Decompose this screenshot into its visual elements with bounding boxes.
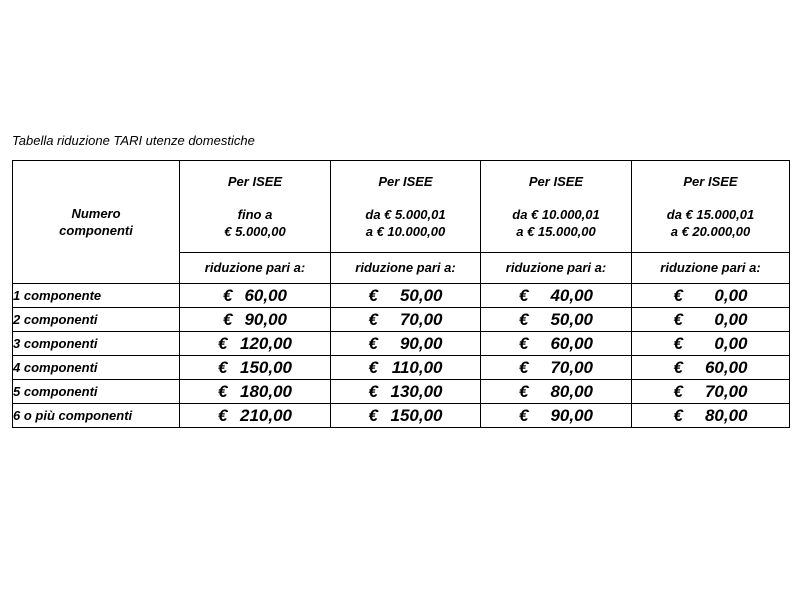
amount: 60,00 bbox=[704, 357, 748, 377]
reduction-value bbox=[331, 404, 481, 428]
euro-symbol: € bbox=[218, 357, 228, 377]
reduction-value bbox=[331, 284, 481, 308]
euro-symbol: € bbox=[673, 333, 683, 353]
euro-symbol: € bbox=[223, 285, 233, 305]
band-range-to: a € 20.000,00 bbox=[670, 224, 751, 239]
header-row-bands bbox=[13, 161, 790, 253]
amount: 90,00 bbox=[399, 333, 443, 353]
row-label: 5 componenti bbox=[13, 380, 180, 404]
euro-symbol: € bbox=[519, 333, 529, 353]
euro-symbol: € bbox=[673, 405, 683, 425]
header-reduction-label: riduzione pari a: bbox=[331, 252, 481, 283]
header-isee-band-3 bbox=[481, 161, 632, 253]
table-caption: Tabella riduzione TARI utenze domestiche bbox=[12, 133, 255, 148]
amount: 60,00 bbox=[244, 285, 287, 305]
reduction-value bbox=[331, 356, 481, 380]
table-row bbox=[13, 332, 790, 356]
euro-symbol: € bbox=[368, 333, 378, 353]
amount: 0,00 bbox=[714, 285, 748, 305]
reduction-value bbox=[632, 380, 790, 404]
reduction-value bbox=[180, 356, 331, 380]
amount: 80,00 bbox=[704, 405, 748, 425]
band-range-from: da € 15.000,01 bbox=[666, 207, 755, 222]
band-range-to: a € 10.000,00 bbox=[365, 224, 446, 239]
euro-symbol: € bbox=[368, 285, 378, 305]
euro-symbol: € bbox=[519, 381, 529, 401]
euro-symbol: € bbox=[368, 381, 378, 401]
header-reduction-label: riduzione pari a: bbox=[180, 252, 331, 283]
amount: 150,00 bbox=[390, 405, 443, 425]
euro-symbol: € bbox=[223, 309, 233, 329]
band-range-from: fino a bbox=[237, 207, 273, 222]
header-isee-band-2 bbox=[331, 161, 481, 253]
table-row bbox=[13, 356, 790, 380]
euro-symbol: € bbox=[519, 357, 529, 377]
row-label: 6 o più componenti bbox=[13, 404, 180, 428]
amount: 210,00 bbox=[240, 405, 292, 425]
reduction-value bbox=[180, 308, 331, 332]
amount: 70,00 bbox=[704, 381, 748, 401]
table-row bbox=[13, 308, 790, 332]
amount: 50,00 bbox=[550, 309, 593, 329]
header-reduction-label: riduzione pari a: bbox=[632, 252, 790, 283]
euro-symbol: € bbox=[673, 381, 683, 401]
reduction-value bbox=[180, 404, 331, 428]
reduction-value bbox=[632, 356, 790, 380]
header-numero-componenti bbox=[13, 161, 180, 284]
reduction-value bbox=[632, 404, 790, 428]
amount: 50,00 bbox=[399, 285, 443, 305]
band-range-to: € 5.000,00 bbox=[224, 224, 286, 239]
band-range-from: da € 10.000,01 bbox=[512, 207, 600, 222]
amount: 0,00 bbox=[714, 309, 748, 329]
tari-reduction-table bbox=[12, 160, 790, 428]
header-isee-band-4 bbox=[632, 161, 790, 253]
table-row bbox=[13, 284, 790, 308]
band-title: Per ISEE bbox=[528, 174, 584, 189]
reduction-value bbox=[331, 380, 481, 404]
reduction-value bbox=[180, 380, 331, 404]
row-label: 4 componenti bbox=[13, 356, 180, 380]
band-range-to: a € 15.000,00 bbox=[516, 224, 596, 239]
reduction-value bbox=[180, 332, 331, 356]
amount: 110,00 bbox=[391, 357, 443, 377]
euro-symbol: € bbox=[519, 285, 529, 305]
reduction-value bbox=[331, 308, 481, 332]
amount: 90,00 bbox=[244, 309, 287, 329]
reduction-value bbox=[180, 284, 331, 308]
band-title: Per ISEE bbox=[378, 174, 433, 189]
reduction-value bbox=[632, 284, 790, 308]
header-numero-label: Numero bbox=[71, 206, 121, 221]
header-reduction-label: riduzione pari a: bbox=[481, 252, 632, 283]
reduction-value bbox=[481, 308, 632, 332]
amount: 70,00 bbox=[550, 357, 593, 377]
reduction-value bbox=[481, 380, 632, 404]
header-componenti-label: componenti bbox=[59, 223, 133, 238]
reduction-value bbox=[481, 356, 632, 380]
euro-symbol: € bbox=[218, 405, 228, 425]
euro-symbol: € bbox=[368, 357, 378, 377]
header-isee-band-1 bbox=[180, 161, 331, 253]
euro-symbol: € bbox=[218, 381, 228, 401]
amount: 80,00 bbox=[550, 381, 593, 401]
row-label: 3 componenti bbox=[13, 332, 180, 356]
row-label: 1 componente bbox=[13, 284, 180, 308]
reduction-value bbox=[481, 284, 632, 308]
amount: 130,00 bbox=[390, 381, 443, 401]
table-row bbox=[13, 380, 790, 404]
euro-symbol: € bbox=[368, 405, 378, 425]
amount: 150,00 bbox=[240, 357, 292, 377]
band-title: Per ISEE bbox=[683, 174, 738, 189]
euro-symbol: € bbox=[218, 333, 228, 353]
amount: 40,00 bbox=[550, 285, 593, 305]
band-range-from: da € 5.000,01 bbox=[365, 207, 446, 222]
reduction-value bbox=[632, 332, 790, 356]
amount: 70,00 bbox=[399, 309, 443, 329]
row-label: 2 componenti bbox=[13, 308, 180, 332]
euro-symbol: € bbox=[368, 309, 378, 329]
amount: 180,00 bbox=[240, 381, 292, 401]
reduction-value bbox=[481, 332, 632, 356]
amount: 60,00 bbox=[550, 333, 593, 353]
amount: 90,00 bbox=[550, 405, 593, 425]
amount: 120,00 bbox=[240, 333, 292, 353]
euro-symbol: € bbox=[673, 285, 683, 305]
reduction-value bbox=[331, 332, 481, 356]
reduction-value bbox=[481, 404, 632, 428]
band-title: Per ISEE bbox=[227, 174, 283, 189]
euro-symbol: € bbox=[673, 309, 683, 329]
table-row bbox=[13, 404, 790, 428]
euro-symbol: € bbox=[519, 405, 529, 425]
euro-symbol: € bbox=[519, 309, 529, 329]
euro-symbol: € bbox=[673, 357, 683, 377]
reduction-value bbox=[632, 308, 790, 332]
amount: 0,00 bbox=[714, 333, 748, 353]
